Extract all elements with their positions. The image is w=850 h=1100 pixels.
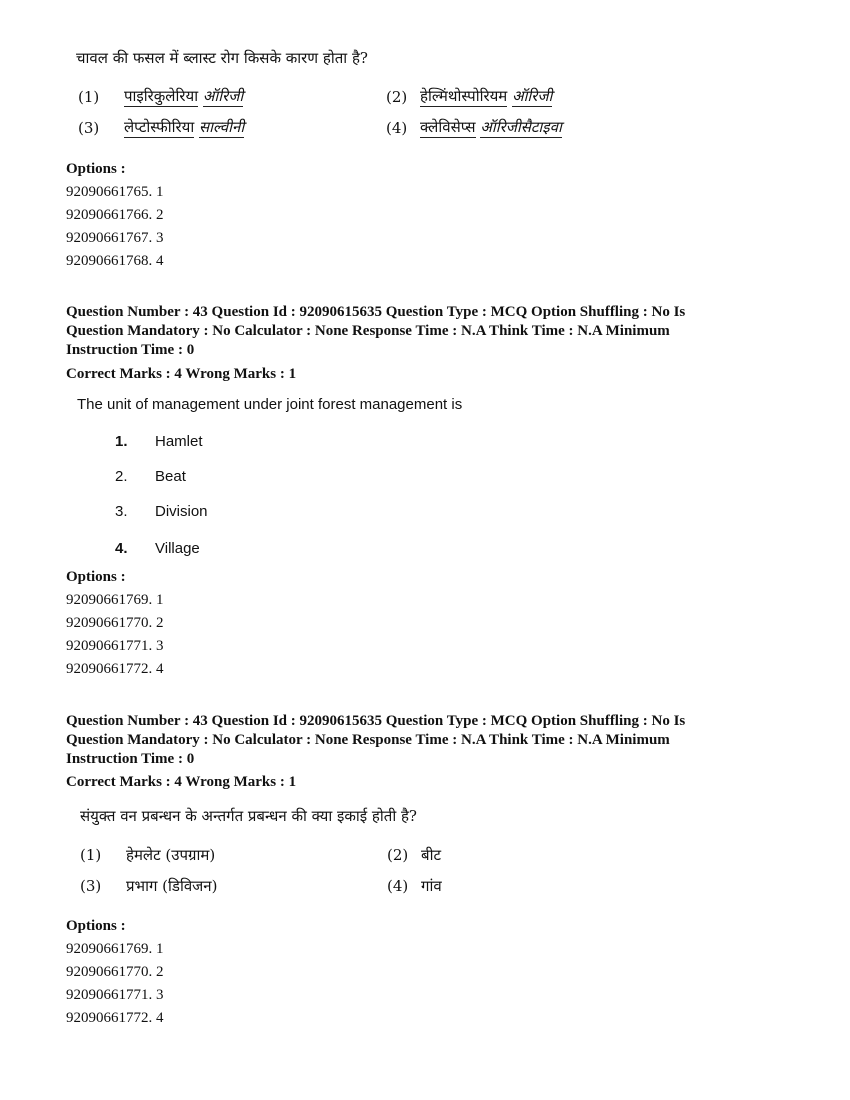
choice-species: ऑरिजी (512, 87, 553, 105)
choice-text: हेमलेट (उपग्राम) (126, 846, 216, 864)
option-id: 92090661769. 1 (66, 592, 164, 608)
option-id: 92090661770. 2 (66, 615, 164, 631)
choice-number: (2) (387, 846, 409, 864)
choice-text (124, 117, 244, 137)
question-text: The unit of management under joint forest management is (77, 396, 463, 413)
choice-number: (3) (78, 119, 100, 137)
meta-line: Question Number : 43 Question Id : 92090615635 Question Type : MCQ Option Shuffling : No Is (66, 304, 686, 320)
choice-number: 4. (115, 540, 128, 557)
option-id: 92090661772. 4 (66, 661, 164, 677)
options-label: Options : (66, 918, 126, 934)
meta-line: Question Mandatory : No Calculator : None Response Time : N.A Think Time : N.A Minimum (66, 732, 670, 748)
option-id: 92090661769. 1 (66, 941, 164, 957)
choice-number: 2. (115, 468, 128, 485)
question-meta (66, 712, 685, 769)
choice-text (420, 117, 562, 137)
option-id: 92090661767. 3 (66, 230, 164, 246)
choice-text: Hamlet (155, 433, 203, 450)
choice-text (124, 86, 243, 106)
meta-line: Question Number : 43 Question Id : 92090615635 Question Type : MCQ Option Shuffling : No Is (66, 713, 686, 729)
choice-number: 3. (115, 503, 128, 520)
choice-text: प्रभाग (डिविजन) (126, 877, 218, 895)
choice-number: (2) (386, 88, 408, 106)
choice-number: (1) (78, 88, 100, 106)
choice-text: गांव (421, 877, 442, 895)
choice-text: बीट (421, 846, 442, 864)
choice-text: Beat (155, 468, 186, 485)
question-meta (66, 303, 685, 360)
options-label: Options : (66, 161, 126, 177)
question-text: चावल की फसल में ब्लास्ट रोग किसके कारण होता है? (76, 49, 368, 67)
option-id: 92090661770. 2 (66, 964, 164, 980)
meta-line: Instruction Time : 0 (66, 342, 195, 358)
option-id: 92090661772. 4 (66, 1010, 164, 1026)
choice-genus: पाइरिकुलेरिया (124, 87, 199, 105)
meta-line: Question Mandatory : No Calculator : None Response Time : N.A Think Time : N.A Minimum (66, 323, 670, 339)
option-id: 92090661771. 3 (66, 638, 164, 654)
choice-text: Village (155, 540, 200, 557)
choice-number: (4) (386, 119, 408, 137)
choice-genus: लेप्टोस्फीरिया (124, 118, 195, 136)
meta-line: Instruction Time : 0 (66, 751, 195, 767)
choice-genus: क्लेविसेप्स (420, 118, 476, 136)
choice-text (420, 86, 552, 106)
choice-species: ऑरिजी (202, 87, 244, 105)
option-id: 92090661765. 1 (66, 184, 164, 200)
choice-number: 1. (115, 433, 128, 450)
choice-species: साल्वीनी (198, 118, 245, 136)
choice-number: (4) (387, 877, 409, 895)
option-id: 92090661771. 3 (66, 987, 164, 1003)
option-id: 92090661766. 2 (66, 207, 164, 223)
question-text: संयुक्त वन प्रबन्धन के अन्तर्गत प्रबन्धन की क्या इकाई होती है? (80, 807, 417, 825)
choice-species: ऑरिजीसैटाइवा (480, 118, 562, 136)
choice-text: Division (155, 503, 208, 520)
option-id: 92090661768. 4 (66, 253, 164, 269)
marks-line: Correct Marks : 4 Wrong Marks : 1 (66, 366, 297, 382)
choice-number: (3) (80, 877, 102, 895)
marks-line: Correct Marks : 4 Wrong Marks : 1 (66, 774, 297, 790)
options-label: Options : (66, 569, 126, 585)
choice-number: (1) (80, 846, 102, 864)
choice-genus: हेल्मिंथोस्पोरियम (420, 87, 508, 105)
